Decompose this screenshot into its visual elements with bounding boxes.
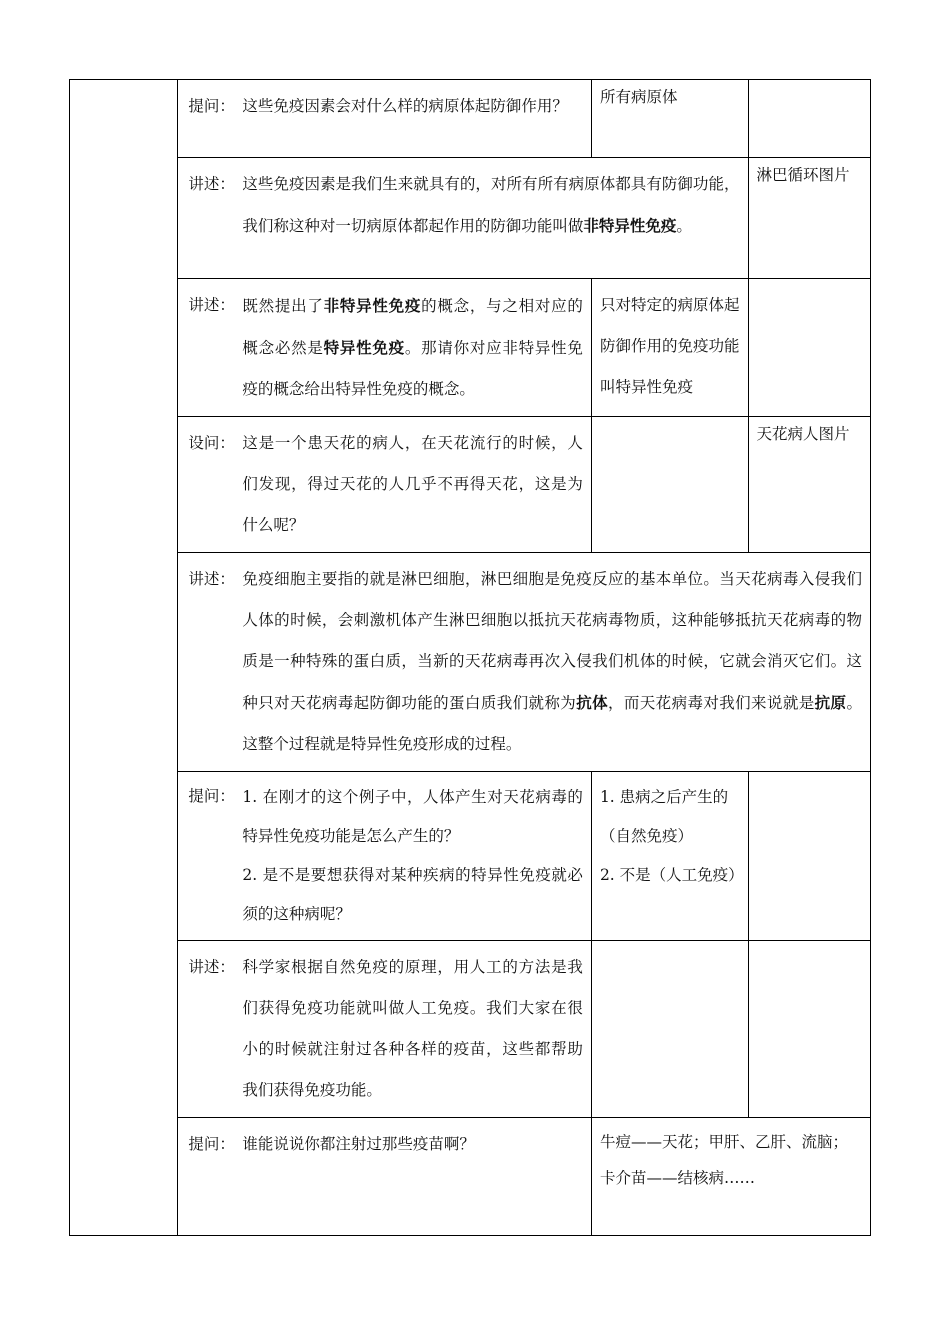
teacher-activity-cell — [178, 80, 592, 158]
teacher-activity-cell — [178, 1118, 592, 1236]
student-activity-cell — [591, 941, 748, 1118]
answer-1: 1. 患病之后产生的（自然免疫） — [599, 788, 729, 845]
bold-term: 非特异性免疫 — [323, 296, 422, 315]
answer-text — [592, 941, 748, 953]
question-1: 1. 在刚才的这个例子中，人体产生对天花病毒的特异性免疫功能是怎么产生的？ — [242, 788, 583, 845]
text-part: 这些免疫因素是我们生来就具有的，对所有所有病原体都具有防御功能，我们称这种对一切病原体都起作用的防御功能叫做 — [242, 175, 740, 235]
row-text — [242, 164, 739, 247]
row-text: 这是一个患天花的病人，在天花流行的时候，人们发现，得过天花的人几乎不再得天花，这是为什么呢？ — [242, 434, 583, 534]
media-text — [749, 80, 870, 92]
text-part: 。 — [676, 217, 692, 235]
row-label: 设问： — [188, 434, 235, 452]
answer-text — [592, 1118, 870, 1202]
table-row — [70, 279, 871, 417]
answer-text: 只对特定的病原体起防御作用的免疫功能叫特异性免疫 — [599, 296, 740, 396]
media-cell — [748, 941, 870, 1118]
media-cell — [748, 772, 870, 941]
row-text — [242, 559, 862, 765]
text-part: 。那请你对应非特异性免疫的概念给出特异性免疫的概念。 — [242, 339, 583, 398]
text-part: ，而天花病毒对我们来说就是 — [608, 694, 815, 712]
row-text — [242, 778, 583, 934]
answer-2: 2. 不是（人工免疫） — [599, 866, 744, 884]
row-label: 提问： — [188, 1135, 235, 1153]
student-activity-cell — [591, 80, 748, 158]
bold-term: 抗体 — [576, 693, 608, 712]
teacher-activity-cell — [178, 417, 592, 553]
table-row — [70, 80, 871, 158]
row-text — [242, 285, 583, 410]
answer-2: 卡介苗——结核病…… — [599, 1169, 755, 1187]
teacher-activity-cell — [178, 941, 592, 1118]
lesson-table — [69, 79, 871, 1236]
media-cell — [748, 279, 870, 417]
student-activity-cell — [591, 1118, 870, 1236]
bold-term: 抗原 — [814, 693, 847, 712]
teacher-activity-cell — [178, 553, 871, 772]
row-label: 讲述： — [188, 958, 235, 976]
media-cell — [748, 417, 870, 553]
media-text — [749, 941, 870, 953]
teacher-activity-cell — [178, 279, 592, 417]
table-row — [70, 553, 871, 772]
row-text: 这些免疫因素会对什么样的病原体起防御作用？ — [242, 97, 568, 115]
row-text: 谁能说说你都注射过那些疫苗啊？ — [242, 1135, 475, 1153]
student-activity-cell — [591, 279, 748, 417]
table-row — [70, 941, 871, 1118]
row-label: 讲述： — [188, 296, 235, 314]
question-2: 2. 是不是要想获得对某种疾病的特异性免疫就必须的这种病呢？ — [242, 866, 583, 923]
media-text — [749, 279, 870, 291]
student-activity-cell — [591, 772, 748, 941]
row-label: 提问： — [188, 97, 235, 115]
bold-term: 非特异性免疫 — [583, 216, 677, 235]
text-part: 免疫细胞主要指的就是淋巴细胞，淋巴细胞是免疫反应的基本单位。当天花病毒入侵我们人体的时候，会刺激机体产生淋巴细胞以抵抗天花病毒物质，这种能够抵抗天花病毒的物质是一种特殊的蛋白质，当新的天花病毒再次入侵我们机体的时候，它就会消灭它们。这种只对天花病毒起防御功能的蛋白质我们就称为 — [242, 570, 862, 712]
text-part: 。这整个过程就是特异性免疫形成的过程。 — [242, 694, 862, 753]
teacher-activity-cell — [178, 158, 748, 279]
answer-text — [592, 772, 748, 901]
media-cell — [748, 80, 870, 158]
media-cell — [748, 158, 870, 279]
row-label: 讲述： — [188, 175, 235, 193]
answer-1: 牛痘——天花；甲肝、乙肝、流脑； — [599, 1133, 848, 1151]
stage-column-cell — [70, 80, 178, 1236]
bold-term: 特异性免疫 — [323, 338, 405, 357]
text-part: 既然提出了 — [242, 297, 324, 315]
row-text: 科学家根据自然免疫的原理，用人工的方法是我们获得免疫功能就叫做人工免疫。我们大家在很小的时候就注射过各种各样的疫苗，这些都帮助我们获得免疫功能。 — [242, 958, 583, 1099]
teacher-activity-cell — [178, 772, 592, 941]
table-row — [70, 772, 871, 941]
row-label: 提问： — [188, 787, 235, 805]
answer-text — [592, 417, 748, 429]
text-part: 的概念，与之相对应的概念必然是 — [242, 297, 583, 357]
media-text: 天花病人图片 — [756, 425, 850, 443]
answer-text: 所有病原体 — [599, 88, 678, 106]
media-text: 淋巴循环图片 — [756, 166, 850, 184]
table-row — [70, 417, 871, 553]
media-text — [749, 772, 870, 784]
row-label: 讲述： — [188, 570, 235, 588]
table-row — [70, 158, 871, 279]
student-activity-cell — [591, 417, 748, 553]
table-row — [70, 1118, 871, 1236]
